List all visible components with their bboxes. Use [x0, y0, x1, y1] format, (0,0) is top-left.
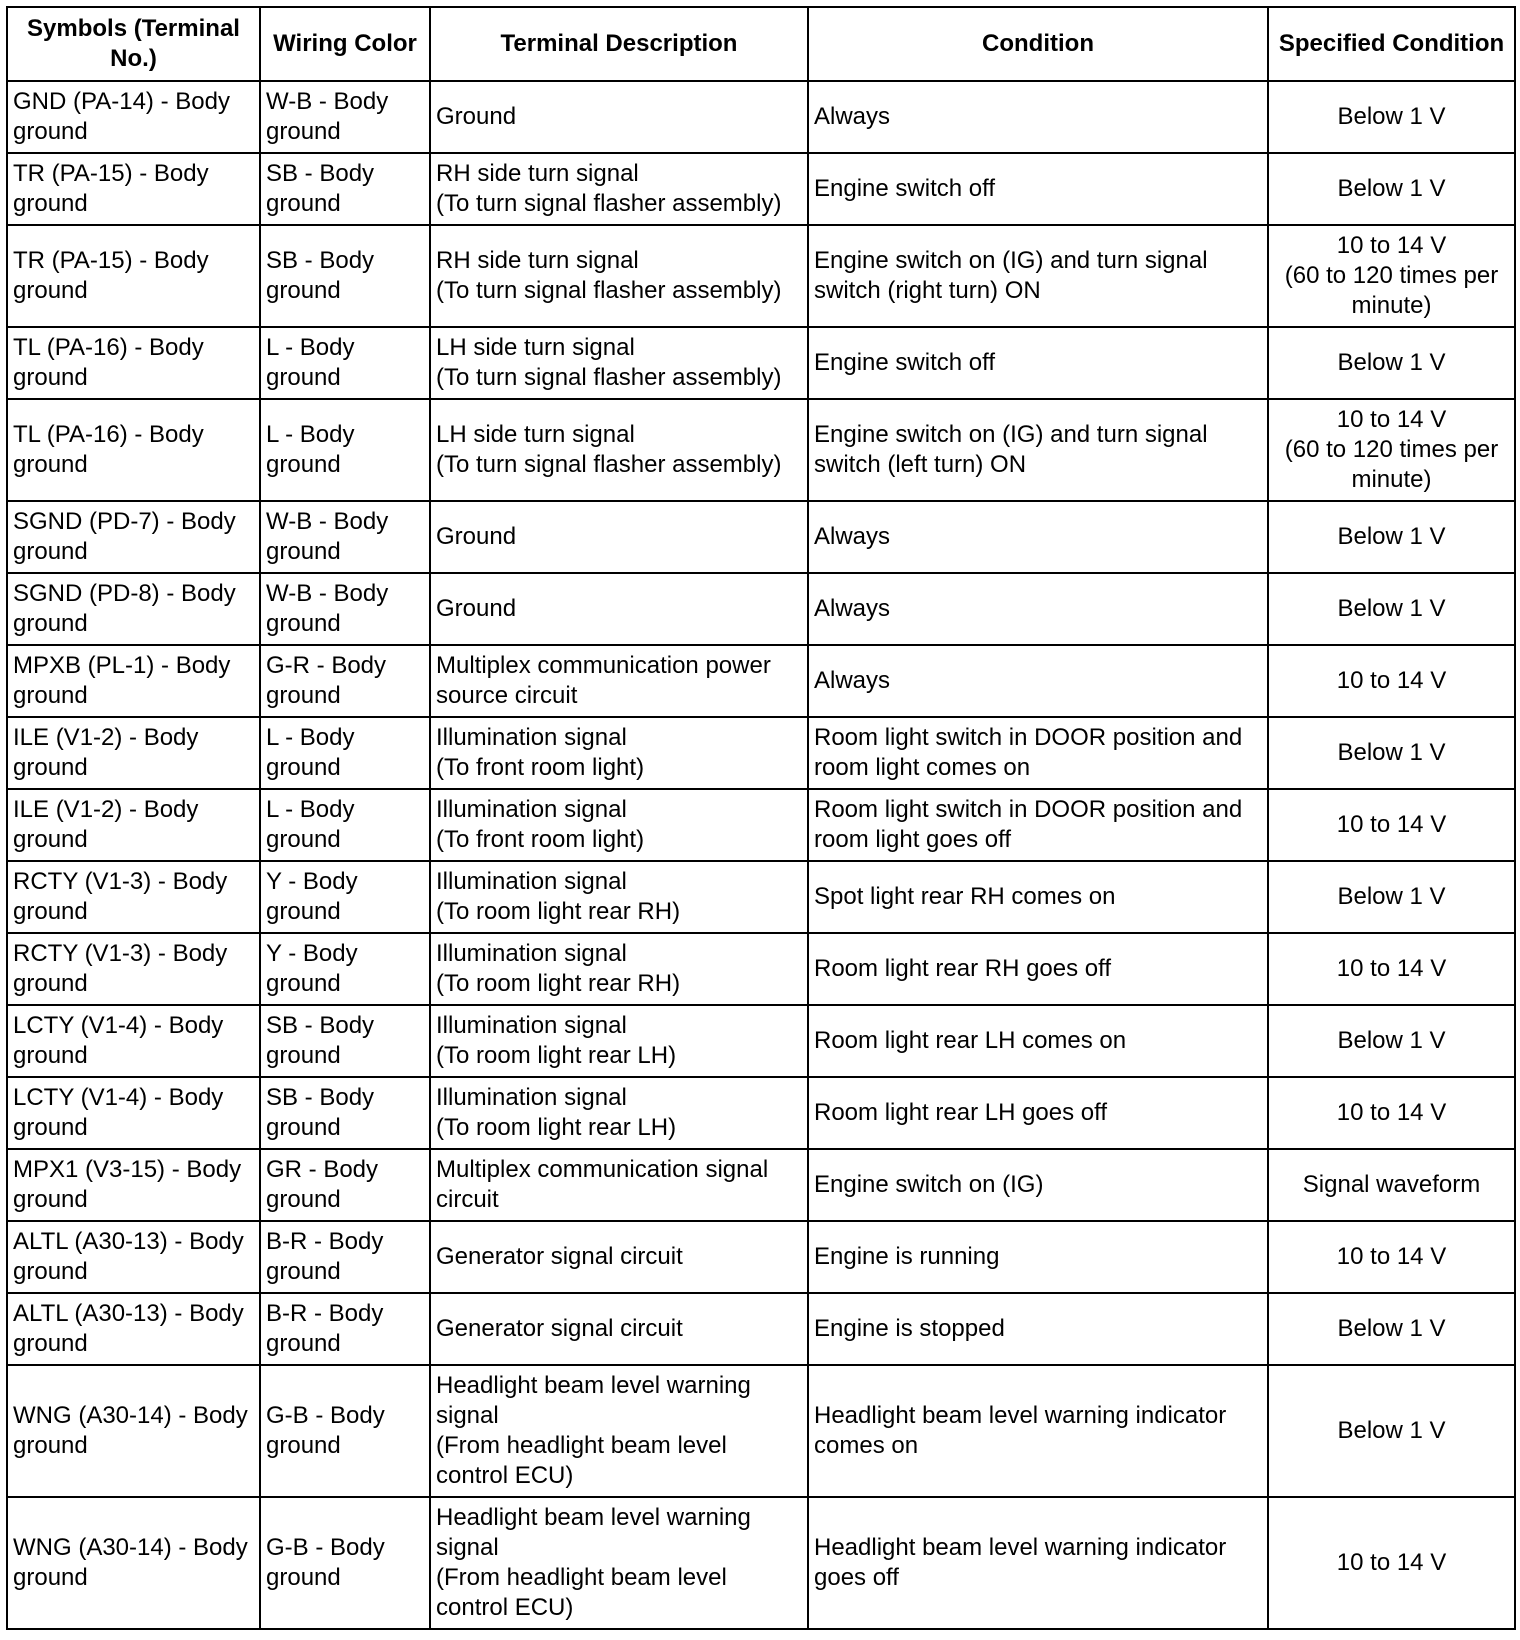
condition-cell: Engine switch on (IG) and turn signal switch (left turn) ON — [808, 399, 1268, 501]
table-row — [7, 717, 1515, 789]
table-row — [7, 645, 1515, 717]
wiring-cell: SB - Body ground — [260, 153, 430, 225]
description-cell: Illumination signal (To room light rear LH) — [430, 1005, 808, 1077]
wiring-cell: W-B - Body ground — [260, 81, 430, 153]
symbol-cell: TL (PA-16) - Body ground — [7, 327, 260, 399]
symbol-cell: WNG (A30-14) - Body ground — [7, 1365, 260, 1497]
specified-cell: 10 to 14 V — [1268, 1077, 1515, 1149]
specified-cell: Below 1 V — [1268, 717, 1515, 789]
terminal-table — [6, 6, 1516, 1630]
wiring-cell: G-B - Body ground — [260, 1497, 430, 1629]
header-symbols: Symbols (Terminal No.) — [7, 7, 260, 81]
table-row — [7, 861, 1515, 933]
description-cell: Illumination signal (To room light rear RH) — [430, 933, 808, 1005]
symbol-cell: MPX1 (V3-15) - Body ground — [7, 1149, 260, 1221]
description-cell: LH side turn signal (To turn signal flasher assembly) — [430, 399, 808, 501]
condition-cell: Engine switch on (IG) and turn signal switch (right turn) ON — [808, 225, 1268, 327]
wiring-cell: Y - Body ground — [260, 933, 430, 1005]
specified-cell: Below 1 V — [1268, 153, 1515, 225]
condition-cell: Headlight beam level warning indicator goes off — [808, 1497, 1268, 1629]
description-cell: Headlight beam level warning signal (From headlight beam level control ECU) — [430, 1365, 808, 1497]
symbol-cell: SGND (PD-7) - Body ground — [7, 501, 260, 573]
condition-cell: Always — [808, 81, 1268, 153]
symbol-cell: ALTL (A30-13) - Body ground — [7, 1293, 260, 1365]
specified-cell: Below 1 V — [1268, 861, 1515, 933]
symbol-cell: SGND (PD-8) - Body ground — [7, 573, 260, 645]
table-row — [7, 1077, 1515, 1149]
wiring-cell: SB - Body ground — [260, 225, 430, 327]
wiring-cell: L - Body ground — [260, 327, 430, 399]
specified-cell: Below 1 V — [1268, 501, 1515, 573]
symbol-cell: LCTY (V1-4) - Body ground — [7, 1005, 260, 1077]
table-row — [7, 153, 1515, 225]
specified-cell: 10 to 14 V — [1268, 645, 1515, 717]
condition-cell: Engine switch on (IG) — [808, 1149, 1268, 1221]
header-terminal-description: Terminal Description — [430, 7, 808, 81]
condition-cell: Engine is running — [808, 1221, 1268, 1293]
symbol-cell: ILE (V1-2) - Body ground — [7, 717, 260, 789]
table-row — [7, 1293, 1515, 1365]
specified-cell: 10 to 14 V — [1268, 789, 1515, 861]
description-cell: Generator signal circuit — [430, 1293, 808, 1365]
wiring-cell: B-R - Body ground — [260, 1293, 430, 1365]
wiring-cell: L - Body ground — [260, 717, 430, 789]
specified-cell: Signal waveform — [1268, 1149, 1515, 1221]
condition-cell: Room light rear RH goes off — [808, 933, 1268, 1005]
table-row — [7, 399, 1515, 501]
table-row — [7, 1221, 1515, 1293]
condition-cell: Always — [808, 573, 1268, 645]
specified-cell: Below 1 V — [1268, 327, 1515, 399]
table-row — [7, 1497, 1515, 1629]
specified-cell: Below 1 V — [1268, 1365, 1515, 1497]
symbol-cell: GND (PA-14) - Body ground — [7, 81, 260, 153]
condition-cell: Room light switch in DOOR position and room light goes off — [808, 789, 1268, 861]
wiring-cell: G-B - Body ground — [260, 1365, 430, 1497]
condition-cell: Room light rear LH comes on — [808, 1005, 1268, 1077]
table-row — [7, 1365, 1515, 1497]
condition-cell: Always — [808, 645, 1268, 717]
description-cell: Ground — [430, 573, 808, 645]
table-row — [7, 933, 1515, 1005]
specified-cell: Below 1 V — [1268, 1005, 1515, 1077]
header-condition: Condition — [808, 7, 1268, 81]
condition-cell: Engine is stopped — [808, 1293, 1268, 1365]
description-cell: RH side turn signal (To turn signal flasher assembly) — [430, 153, 808, 225]
specified-cell: 10 to 14 V — [1268, 1221, 1515, 1293]
description-cell: Ground — [430, 501, 808, 573]
table-row — [7, 1005, 1515, 1077]
wiring-cell: L - Body ground — [260, 399, 430, 501]
condition-cell: Always — [808, 501, 1268, 573]
description-cell: Illumination signal (To room light rear LH) — [430, 1077, 808, 1149]
table-row — [7, 789, 1515, 861]
description-cell: Headlight beam level warning signal (From headlight beam level control ECU) — [430, 1497, 808, 1629]
wiring-cell: W-B - Body ground — [260, 501, 430, 573]
description-cell: LH side turn signal (To turn signal flasher assembly) — [430, 327, 808, 399]
specified-cell: Below 1 V — [1268, 573, 1515, 645]
condition-cell: Spot light rear RH comes on — [808, 861, 1268, 933]
symbol-cell: ALTL (A30-13) - Body ground — [7, 1221, 260, 1293]
table-header-row — [7, 7, 1515, 81]
symbol-cell: LCTY (V1-4) - Body ground — [7, 1077, 260, 1149]
symbol-cell: TR (PA-15) - Body ground — [7, 153, 260, 225]
wiring-cell: SB - Body ground — [260, 1077, 430, 1149]
table-row — [7, 1149, 1515, 1221]
terminal-table-container — [6, 6, 1514, 1630]
table-row — [7, 225, 1515, 327]
specified-cell: 10 to 14 V (60 to 120 times per minute) — [1268, 399, 1515, 501]
condition-cell: Room light switch in DOOR position and room light comes on — [808, 717, 1268, 789]
table-row — [7, 573, 1515, 645]
wiring-cell: Y - Body ground — [260, 861, 430, 933]
specified-cell: 10 to 14 V — [1268, 1497, 1515, 1629]
specified-cell: Below 1 V — [1268, 1293, 1515, 1365]
description-cell: RH side turn signal (To turn signal flasher assembly) — [430, 225, 808, 327]
specified-cell: 10 to 14 V — [1268, 933, 1515, 1005]
condition-cell: Room light rear LH goes off — [808, 1077, 1268, 1149]
table-row — [7, 81, 1515, 153]
symbol-cell: ILE (V1-2) - Body ground — [7, 789, 260, 861]
condition-cell: Engine switch off — [808, 153, 1268, 225]
specified-cell: Below 1 V — [1268, 81, 1515, 153]
specified-cell: 10 to 14 V (60 to 120 times per minute) — [1268, 225, 1515, 327]
description-cell: Multiplex communication power source circuit — [430, 645, 808, 717]
symbol-cell: RCTY (V1-3) - Body ground — [7, 861, 260, 933]
wiring-cell: SB - Body ground — [260, 1005, 430, 1077]
description-cell: Illumination signal (To room light rear RH) — [430, 861, 808, 933]
wiring-cell: GR - Body ground — [260, 1149, 430, 1221]
wiring-cell: L - Body ground — [260, 789, 430, 861]
table-row — [7, 327, 1515, 399]
condition-cell: Engine switch off — [808, 327, 1268, 399]
symbol-cell: WNG (A30-14) - Body ground — [7, 1497, 260, 1629]
header-specified-condition: Specified Condition — [1268, 7, 1515, 81]
description-cell: Illumination signal (To front room light) — [430, 717, 808, 789]
description-cell: Illumination signal (To front room light) — [430, 789, 808, 861]
description-cell: Ground — [430, 81, 808, 153]
wiring-cell: W-B - Body ground — [260, 573, 430, 645]
header-wiring-color: Wiring Color — [260, 7, 430, 81]
symbol-cell: MPXB (PL-1) - Body ground — [7, 645, 260, 717]
description-cell: Multiplex communication signal circuit — [430, 1149, 808, 1221]
symbol-cell: TL (PA-16) - Body ground — [7, 399, 260, 501]
condition-cell: Headlight beam level warning indicator comes on — [808, 1365, 1268, 1497]
wiring-cell: B-R - Body ground — [260, 1221, 430, 1293]
table-row — [7, 501, 1515, 573]
description-cell: Generator signal circuit — [430, 1221, 808, 1293]
symbol-cell: TR (PA-15) - Body ground — [7, 225, 260, 327]
symbol-cell: RCTY (V1-3) - Body ground — [7, 933, 260, 1005]
wiring-cell: G-R - Body ground — [260, 645, 430, 717]
